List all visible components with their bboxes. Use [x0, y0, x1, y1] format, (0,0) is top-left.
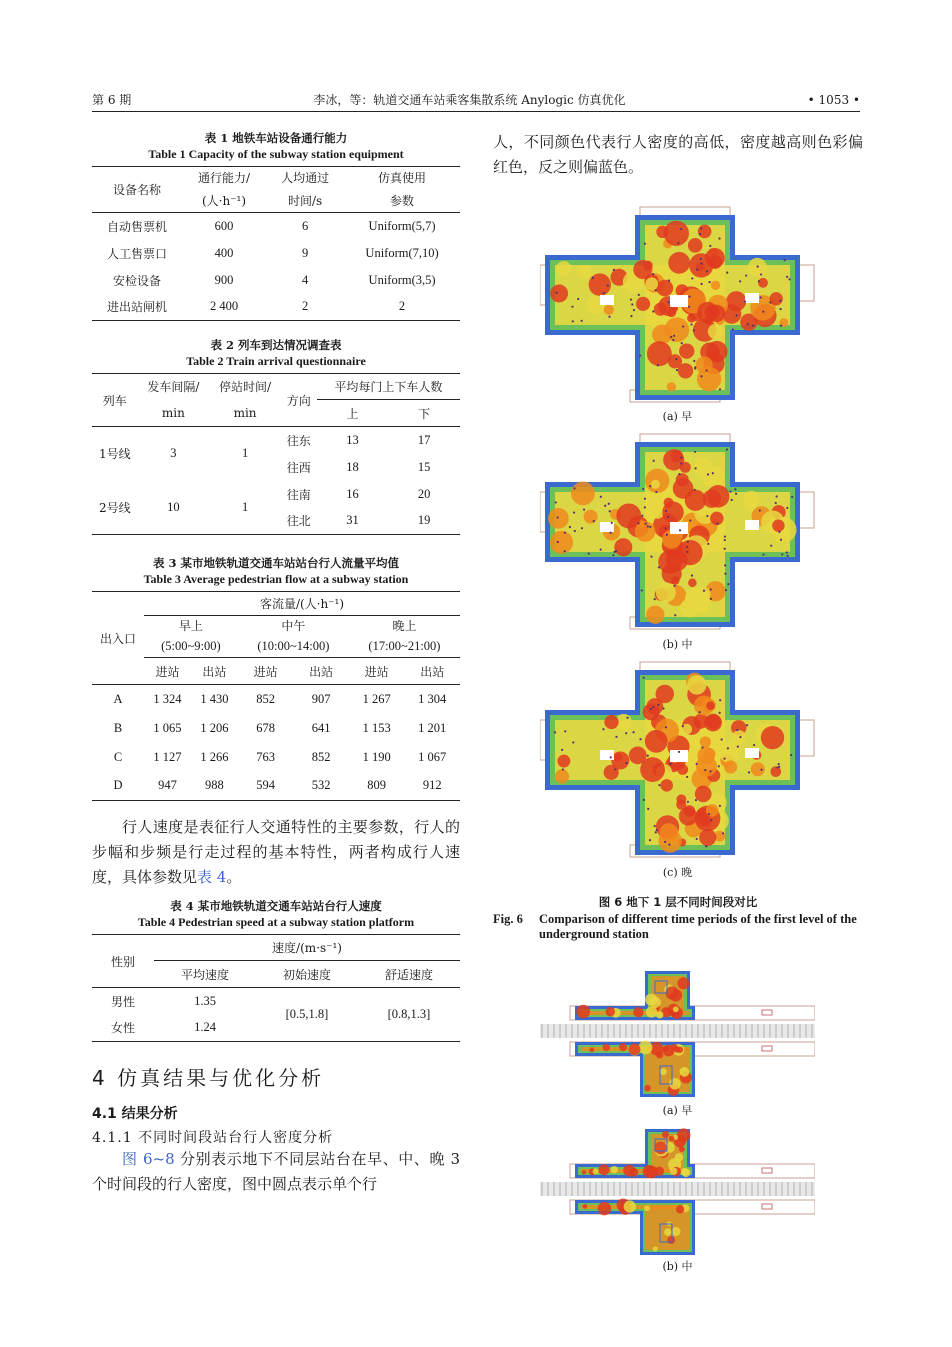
cell-value: 594 — [256, 778, 275, 793]
cell-entrance: A — [113, 691, 123, 706]
running-title: 李冰，等：轨道交通车站乘客集散系统 Anylogic 仿真优化 — [313, 93, 626, 107]
figure-6-8-link[interactable]: 图 6~8 — [122, 1150, 175, 1168]
fig6b-label: (b) 中 — [662, 638, 693, 651]
table1-caption-en: Table 1 Capacity of the subway station equipment — [148, 147, 404, 161]
t2-header-interval-unit: min — [138, 400, 210, 427]
table3-caption-en: Table 3 Average pedestrian flow at a subway station — [143, 572, 409, 586]
t2-header-avg: 平均每门上下车人数 — [317, 374, 460, 400]
cell-value: 1 065 — [153, 720, 182, 735]
fig6-caption-en-num: Fig. 6 — [493, 912, 523, 926]
t4-male: 男性 — [110, 994, 135, 1009]
cell-label: 人工售票口 — [106, 246, 167, 261]
paragraph-density-text: 分别表示地下不同层站台在早、中、晚 3 个时间段的行人密度，图中圆点表示单个行 — [92, 1150, 460, 1193]
paragraph-speed — [92, 815, 460, 890]
cell-value: 600 — [214, 218, 234, 233]
cell-value: 1 266 — [200, 749, 229, 764]
t3-header-out: 出站 — [191, 658, 238, 685]
cell-value: 532 — [311, 778, 331, 793]
paragraph-continuation: 人，不同颜色代表行人密度的高低，密度越高则色彩偏红色，反之则偏蓝色。 — [493, 133, 863, 176]
fig7b-label: (b) 中 — [662, 1260, 693, 1273]
t4-comfort-range: [0.8,1.3] — [387, 1007, 431, 1021]
table-row — [92, 481, 460, 508]
t4-female-avg: 1.24 — [194, 1020, 216, 1035]
t4-init-range: [0.5,1.8] — [285, 1007, 329, 1021]
t4-header-avg: 平均速度 — [154, 961, 256, 988]
cell-value: 4 — [301, 272, 309, 287]
table2-caption-en: Table 2 Train arrival questionnaire — [186, 354, 366, 368]
t3-header-morning: 早上 — [178, 619, 203, 634]
cell-value: 20 — [417, 486, 431, 501]
t4-header-comfort: 舒适速度 — [358, 961, 460, 988]
t1-header-param-unit: 参数 — [344, 189, 460, 213]
cell-entrance: D — [113, 778, 123, 793]
fig7b-heatmap — [540, 1124, 815, 1259]
t1-header-time: 人均通过 — [281, 171, 330, 186]
cell-value: 852 — [311, 749, 331, 764]
t3-header-entrance: 出入口 — [92, 592, 144, 685]
cell-value: 19 — [417, 513, 431, 528]
cell-value: 1 430 — [200, 691, 229, 706]
cell-value: 988 — [205, 778, 224, 793]
cell-interval: 3 — [170, 446, 177, 461]
t4-header-gender: 性别 — [92, 935, 154, 988]
paragraph-density — [92, 1147, 460, 1197]
t1-header-capacity-unit: (人·h⁻¹) — [182, 189, 266, 213]
cell-value: 17 — [417, 432, 431, 447]
cell-entrance: C — [113, 749, 123, 764]
fig6a-label: (a) 早 — [662, 410, 693, 423]
cell-value: 1 324 — [153, 691, 182, 706]
t1-header-time-unit: 时间/s — [266, 189, 344, 213]
cell-line: 2号线 — [98, 500, 131, 515]
table-row — [92, 743, 460, 772]
t2-header-stop-unit: min — [209, 400, 281, 427]
t2-header-train: 列车 — [92, 374, 138, 427]
table4-link[interactable]: 表 4 — [197, 868, 227, 886]
t3-header-noon-time: (10:00~14:00) — [238, 636, 349, 658]
cell-value: 16 — [346, 486, 359, 501]
t3-header-in: 进站 — [349, 658, 405, 685]
t3-header-in: 进站 — [144, 658, 191, 685]
t1-header-param: 仿真使用 — [378, 171, 427, 186]
cell-value: 15 — [417, 459, 431, 474]
cell-interval: 10 — [167, 499, 180, 514]
table-row — [92, 213, 460, 240]
fig7a-label: (a) 早 — [662, 1104, 693, 1117]
t3-header-in: 进站 — [238, 658, 294, 685]
fig6-caption-cn: 图 6 地下 1 层不同时间段对比 — [598, 895, 758, 909]
table-row — [92, 772, 460, 801]
t4-header-init: 初始速度 — [256, 961, 358, 988]
cell-value: 907 — [311, 691, 331, 706]
table-row — [92, 685, 460, 714]
t3-header-out: 出站 — [404, 658, 460, 685]
table-row — [92, 427, 460, 454]
table-row — [92, 294, 460, 321]
page-number: • 1053 • — [807, 92, 860, 107]
paragraph-speed-text: 行人速度是表征行人交通特性的主要参数，行人的步幅和步频是行走过程的基本特性，两者构成行人速度，具体参数见 — [92, 818, 460, 886]
cell-value: Uniform(7,10) — [365, 245, 439, 260]
subsubsection-title: 4.1.1 不同时间段站台行人密度分析 — [92, 1130, 334, 1146]
fig6c-label: (c) 晚 — [662, 866, 693, 879]
cell-value: 1 304 — [418, 691, 447, 706]
cell-value: 947 — [158, 778, 177, 793]
table1-body — [92, 213, 460, 321]
cell-direction: 往南 — [286, 487, 311, 502]
t2-header-up: 上 — [317, 400, 389, 427]
cell-value: 2 400 — [209, 299, 239, 314]
t3-header-flow: 客流量/(人·h⁻¹) — [144, 592, 460, 616]
cell-value: 1 206 — [200, 720, 229, 735]
t1-header-capacity: 通行能力/ — [198, 171, 251, 186]
table3-caption-cn: 表 3 某市地铁轨道交通车站站台行人流量平均值 — [152, 556, 399, 570]
t3-header-noon: 中午 — [281, 619, 306, 634]
table3 — [92, 591, 460, 801]
cell-value: 9 — [301, 245, 309, 260]
cell-entrance: B — [113, 720, 123, 735]
cell-value: 1 067 — [418, 749, 447, 764]
table2-caption-cn: 表 2 列车到达情况调查表 — [210, 338, 342, 352]
running-header — [92, 92, 860, 112]
fig6a-heatmap — [540, 205, 815, 405]
cell-value: 763 — [256, 749, 275, 764]
t2-header-dir: 方向 — [281, 374, 317, 427]
t3-header-evening: 晚上 — [392, 619, 417, 634]
right-column — [493, 130, 863, 180]
cell-label: 自动售票机 — [106, 219, 167, 234]
table1 — [92, 166, 460, 321]
fig6-caption-en-text: Comparison of different time periods of the first level of the underground station — [539, 912, 857, 941]
cell-value: 678 — [256, 720, 275, 735]
table4-caption-cn: 表 4 某市地铁轨道交通车站站台行人速度 — [170, 899, 382, 913]
cell-value: 13 — [346, 432, 359, 447]
issue-number: 第 6 期 — [92, 93, 132, 107]
t1-header-name: 设备名称 — [92, 167, 182, 213]
table2 — [92, 373, 460, 535]
cell-value: 809 — [367, 778, 387, 793]
table2-body — [92, 427, 460, 535]
cell-value: 2 — [301, 299, 309, 314]
cell-value: 1 267 — [362, 691, 391, 706]
paragraph-speed-end: 。 — [226, 868, 242, 886]
cell-stop: 1 — [241, 499, 249, 514]
cell-label: 安检设备 — [112, 273, 161, 288]
table-row — [92, 714, 460, 743]
t3-header-out: 出站 — [293, 658, 349, 685]
cell-value: 6 — [301, 218, 309, 233]
cell-value: 31 — [346, 513, 359, 528]
fig6c-heatmap — [540, 660, 815, 860]
cell-stop: 1 — [241, 446, 249, 461]
cell-direction: 往东 — [286, 433, 311, 448]
cell-value: 900 — [214, 272, 234, 287]
fig7a-heatmap — [540, 966, 815, 1101]
t4-header-speed: 速度/(m·s⁻¹) — [154, 935, 460, 961]
cell-value: 1 201 — [418, 720, 447, 735]
table-row — [92, 240, 460, 267]
table1-caption-cn: 表 1 地铁车站设备通行能力 — [204, 131, 348, 145]
cell-value: 1 190 — [362, 749, 391, 764]
cell-value: 18 — [346, 459, 359, 474]
table4-caption-en: Table 4 Pedestrian speed at a subway station platform — [137, 915, 415, 929]
cell-value: Uniform(5,7) — [368, 218, 436, 233]
table-row — [92, 267, 460, 294]
cell-value: 1 127 — [153, 749, 182, 764]
cell-value: 641 — [311, 720, 331, 735]
t2-header-down: 下 — [388, 400, 460, 427]
cell-line: 1号线 — [98, 447, 131, 462]
fig6b-heatmap — [540, 432, 815, 632]
cell-direction: 往西 — [286, 460, 311, 475]
t2-header-stop: 停站时间/ — [219, 380, 272, 395]
t3-header-morning-time: (5:00~9:00) — [144, 636, 238, 658]
cell-label: 进出站闸机 — [106, 300, 167, 315]
cell-value: 912 — [422, 778, 442, 793]
table3-body — [92, 685, 460, 801]
cell-value: Uniform(3,5) — [368, 272, 436, 287]
t3-header-evening-time: (17:00~21:00) — [349, 636, 460, 658]
cell-value: 1 153 — [362, 720, 391, 735]
cell-value: 2 — [398, 299, 406, 314]
section-title: 4 仿真结果与优化分析 — [92, 1066, 325, 1090]
table4 — [92, 934, 460, 1042]
t4-female: 女性 — [110, 1021, 135, 1036]
cell-value: 852 — [256, 691, 275, 706]
subsection-title: 4.1 结果分析 — [92, 1106, 178, 1122]
cell-value: 400 — [214, 245, 234, 260]
left-column — [92, 130, 460, 1197]
t2-header-interval: 发车间隔/ — [147, 380, 200, 395]
fig6-caption-en — [493, 912, 863, 942]
t4-male-avg: 1.35 — [194, 993, 216, 1008]
cell-direction: 往北 — [286, 514, 311, 529]
